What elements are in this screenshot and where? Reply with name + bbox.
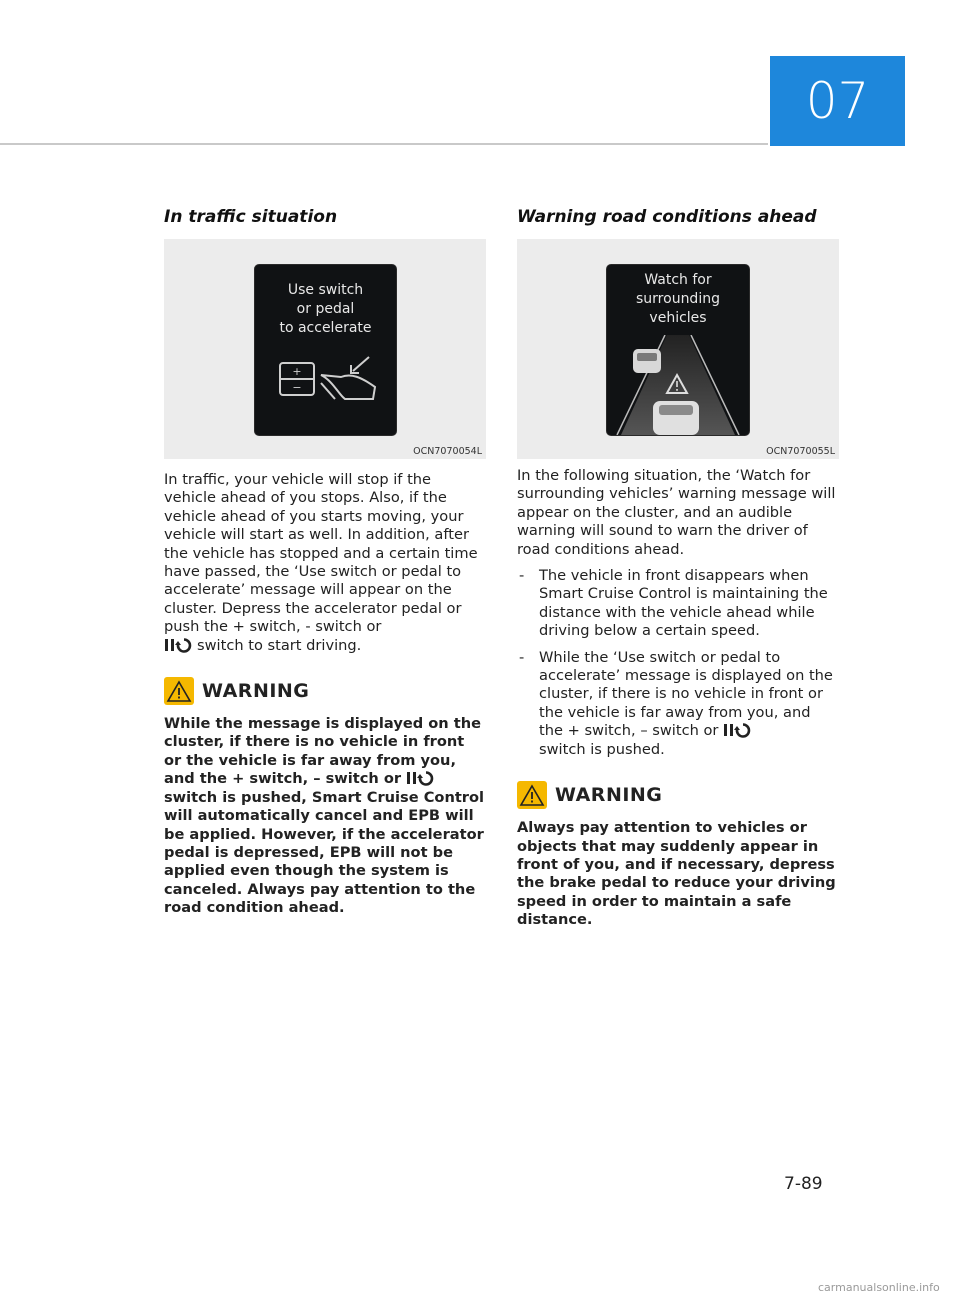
page-number: 7-89: [784, 1174, 823, 1194]
warning-label: WARNING: [202, 680, 310, 703]
resume-switch-icon: [164, 637, 194, 653]
right-column: [517, 207, 839, 930]
svg-text:−: −: [292, 381, 302, 394]
chapter-tab: [770, 56, 905, 146]
figure-caption: OCN7070055L: [766, 446, 835, 457]
road-conditions-description: In the following situation, the ‘Watch for surrounding vehicles’ warning message will appear on the cluster, and an audible warning will sound to warn the driver of road conditions ahead.: [517, 467, 836, 558]
section-title-road-conditions: Warning road conditions ahead: [517, 207, 817, 227]
list-item-text: While the ‘Use switch or pedal to accelerate’ message is displayed on the cluster, if there is no vehicle in front or the vehicle is far away from you, and the + switch, – switch or: [539, 648, 833, 740]
traffic-description: [164, 471, 486, 655]
list-marker: -: [519, 567, 525, 585]
cluster-message: Use switch or pedal to accelerate: [279, 282, 372, 336]
warning-text-end: switch is pushed, Smart Cruise Control will automatically cancel and EPB will be applied. However, if the accelerator pedal is depressed, EPB will not be applied even though the system is canceled. Always pay attention to the road condition ahead.: [164, 788, 485, 917]
cluster-display: [607, 265, 749, 435]
warning-label: WARNING: [555, 784, 663, 807]
warning-text: [164, 715, 486, 917]
switch-and-pedal-icon: [277, 353, 381, 403]
left-column: [164, 207, 486, 918]
list-item: [517, 649, 839, 759]
top-rule: [0, 143, 768, 145]
warning-text-start: While the message is displayed on the cluster, if there is no vehicle in front or the vehicle is far away from you, and the + switch, – switch or: [164, 715, 482, 788]
list-marker: -: [519, 648, 525, 666]
road-vehicles-warning-icon: [607, 335, 749, 435]
chapter-number: 07: [805, 72, 870, 130]
resume-switch-icon: [723, 722, 753, 738]
watermark: carmanualsonline.info: [818, 1281, 940, 1294]
figure-watch-vehicles: [517, 239, 839, 459]
figure-use-switch: [164, 239, 486, 459]
warning-heading: [164, 677, 486, 705]
list-item: [517, 567, 839, 641]
resume-switch-icon: [406, 770, 436, 786]
traffic-description-end: switch to start driving.: [197, 636, 362, 654]
svg-text:+: +: [292, 365, 302, 378]
figure-caption: OCN7070054L: [413, 446, 482, 457]
warning-text: Always pay attention to vehicles or objects that may suddenly appear in front of you, and if necessary, depress the brake pedal to reduce your driving speed in order to maintain a safe distance.: [517, 819, 836, 929]
condition-list: [517, 567, 839, 759]
list-item-text-end: switch is pushed.: [539, 740, 665, 758]
cluster-message: Watch for surrounding vehicles: [636, 272, 720, 326]
warning-triangle-icon: [517, 781, 547, 809]
list-item-text: The vehicle in front disappears when Smart Cruise Control is maintaining the distance with the vehicle ahead while driving below a certain speed.: [539, 567, 828, 640]
cluster-display: [255, 265, 396, 435]
section-title-traffic: In traffic situation: [164, 207, 338, 227]
traffic-description-text: In traffic, your vehicle will stop if the vehicle ahead of you stops. Also, if the vehicle ahead of you starts moving, your vehicle will start as well. In addition, after the vehicle has stopped and a certain time have passed, the ‘Use switch or pedal to accelerate’ message will appear on the cluster. Depress the accelerator pedal or push the + switch, - switch or: [164, 471, 478, 636]
warning-heading: [517, 781, 839, 809]
warning-triangle-icon: [164, 677, 194, 705]
